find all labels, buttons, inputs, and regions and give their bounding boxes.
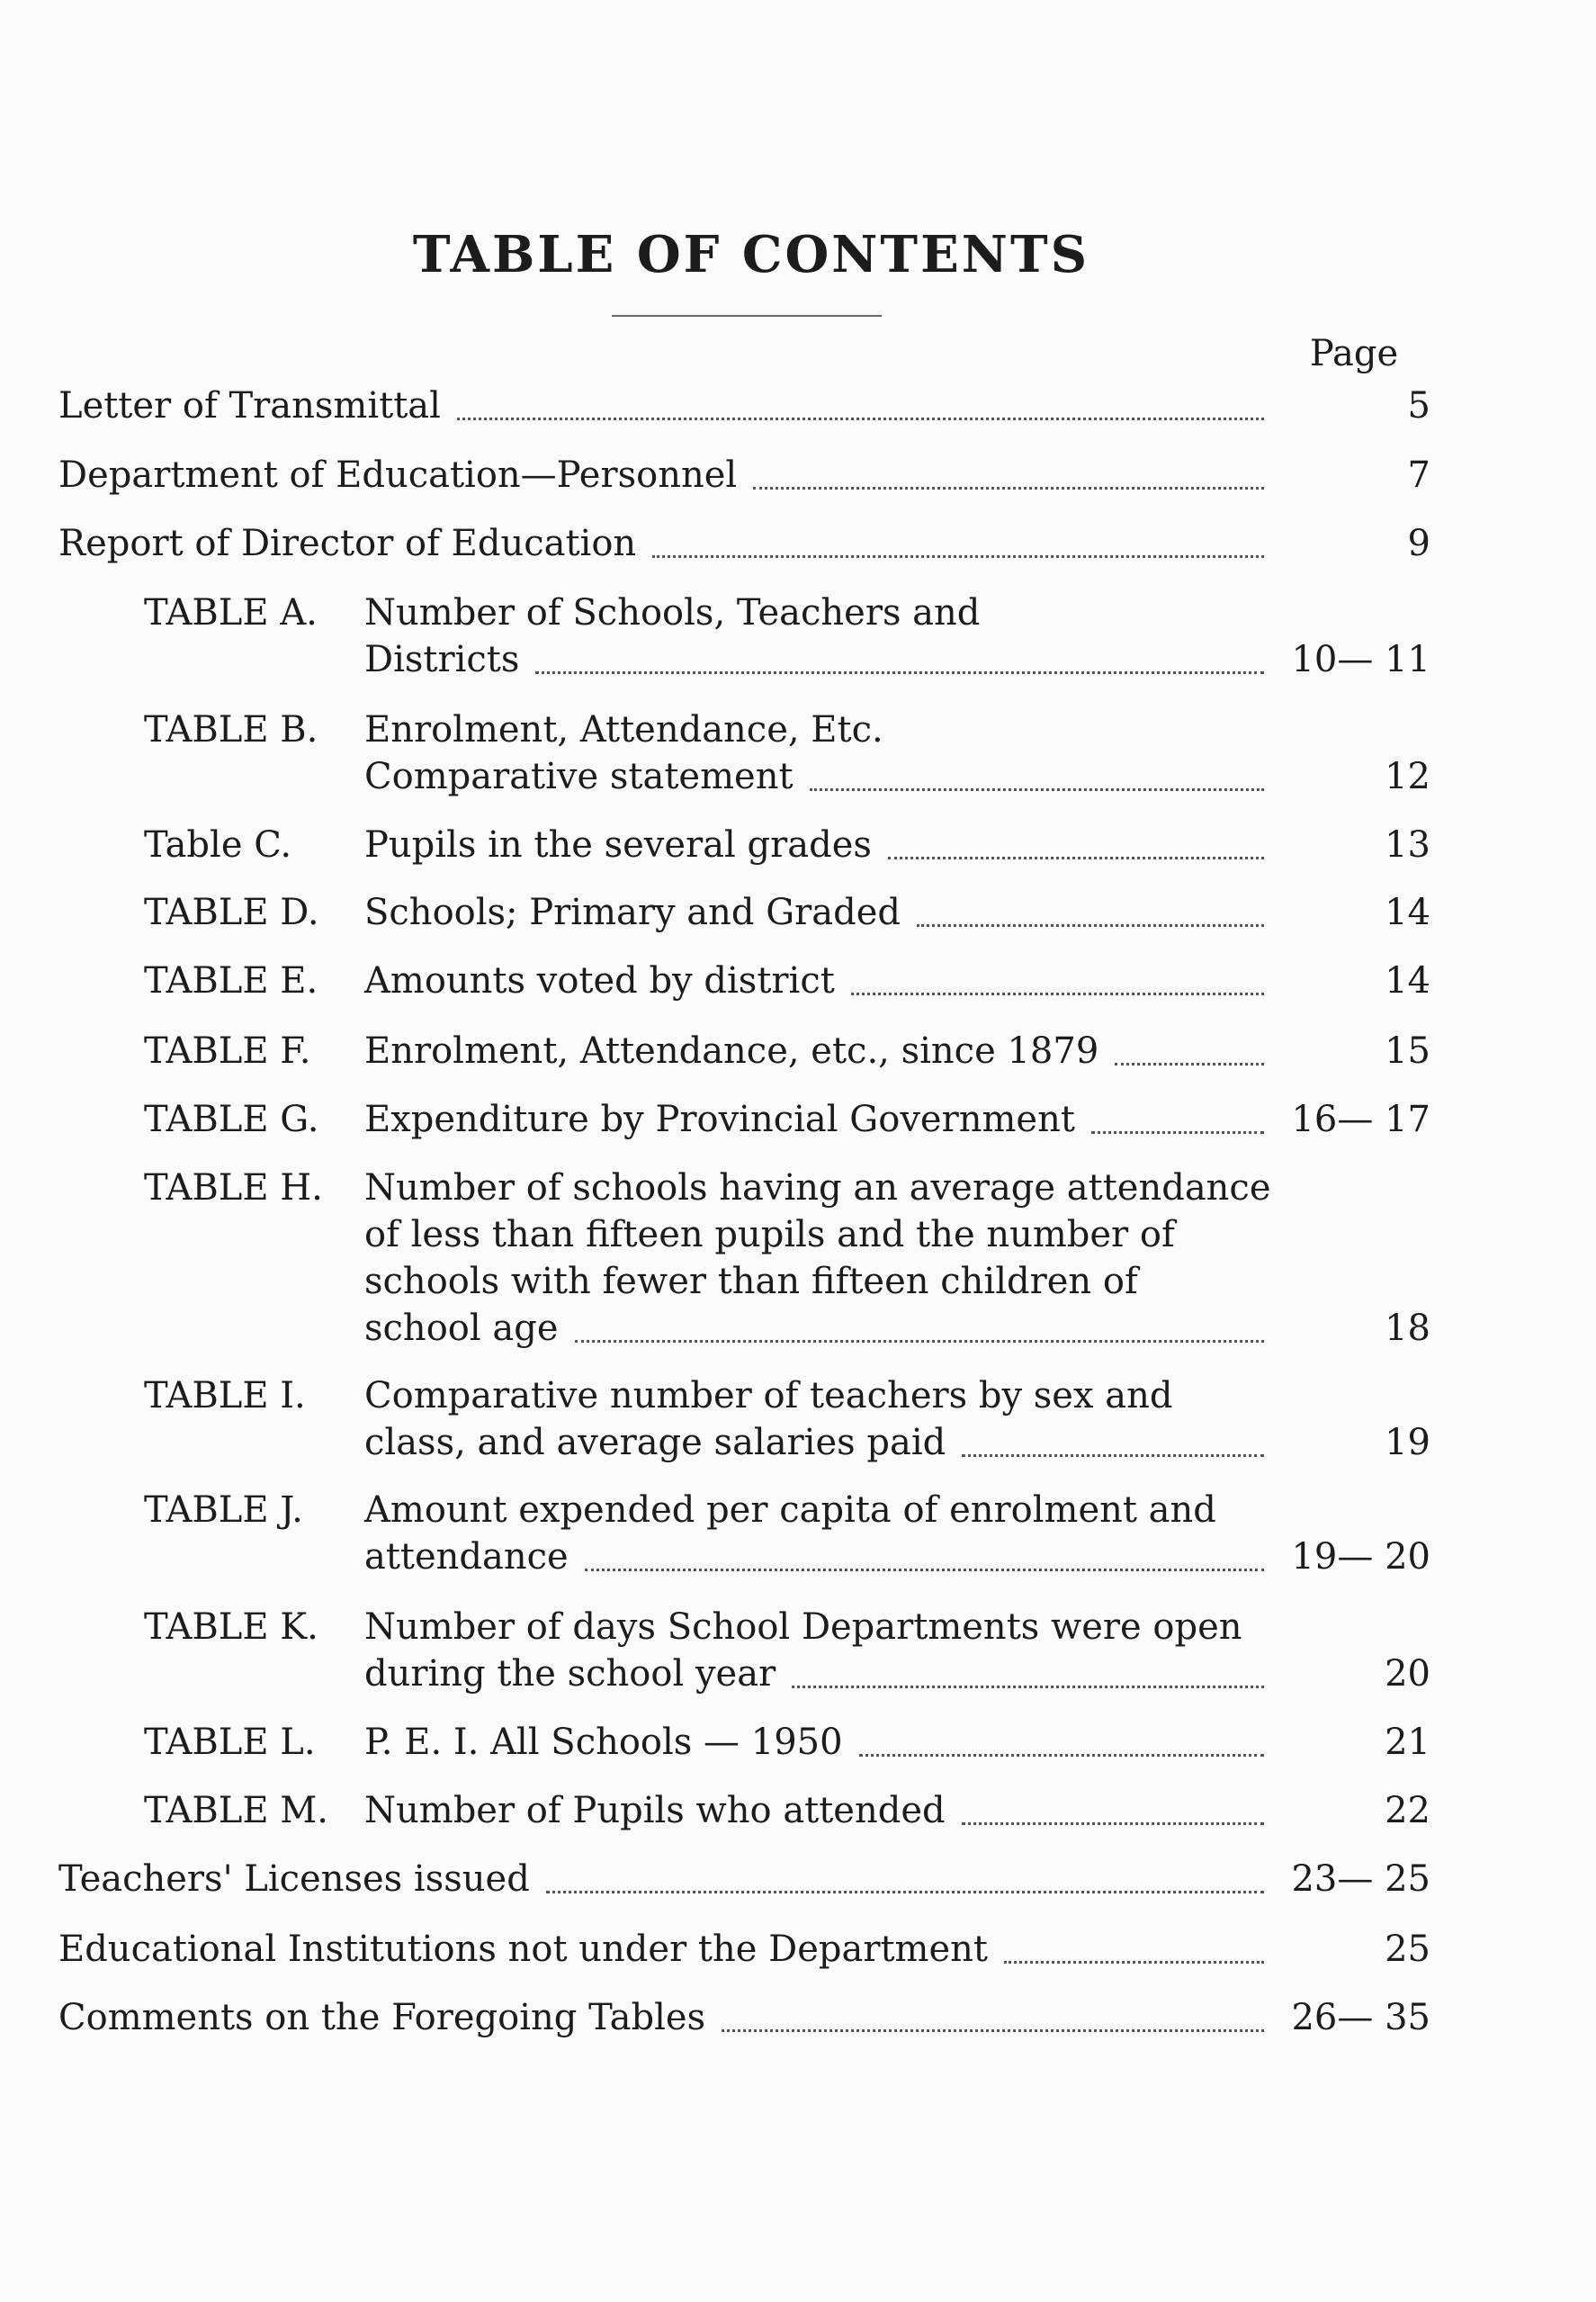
toc-entry [144,1719,1583,1766]
dot-leader [1115,1063,1264,1066]
toc-table-label: TABLE D. [144,892,319,933]
dot-leader [962,1822,1264,1825]
toc-entry-line [144,1487,1583,1533]
dot-leader [851,993,1264,995]
toc-page-number: 18 [1385,1308,1430,1349]
toc-entry [144,1487,1583,1580]
toc-table-label: TABLE H. [144,1167,323,1209]
toc-entry-text: Comparative statement [364,756,794,797]
toc-page-number: 25 [1385,1929,1430,1970]
toc-entry [144,1604,1583,1697]
dot-leader [753,487,1264,490]
toc-entry-line [144,1604,1583,1650]
dot-leader [810,788,1264,791]
toc-entry-line [144,1211,1583,1258]
toc-entry-text: Enrolment, Attendance, etc., since 1879 [364,1030,1099,1072]
toc-entry [144,706,1583,800]
toc-entry [144,1096,1583,1143]
toc-entry-text: Expenditure by Provincial Government [364,1099,1075,1140]
dot-leader [722,2029,1264,2032]
dot-leader [575,1340,1264,1343]
toc-entry-line [144,706,1583,753]
toc-entry-text: Number of Schools, Teachers and [364,592,981,634]
toc-entry [144,1028,1583,1075]
toc-page-number: 7 [1407,454,1430,496]
dot-leader [1091,1131,1264,1134]
toc-entry-line [144,1305,1583,1352]
toc-entry-text: Pupils in the several grades [364,824,872,866]
toc-entry-line [144,589,1583,636]
toc-entry-line [144,1533,1583,1580]
toc-page-number: 15 [1385,1030,1430,1072]
toc-entry-line [144,1096,1583,1143]
toc-entry [58,1994,1498,2041]
toc-entry-text: school age [364,1308,559,1349]
toc-page-number: 21 [1385,1722,1430,1763]
toc-entry [144,1372,1583,1466]
toc-entry-line [144,1419,1583,1466]
toc-entry [144,589,1583,683]
toc-entry-text: Amounts voted by district [364,960,835,1002]
toc-entry [58,382,1498,429]
toc-table-label: TABLE F. [144,1030,311,1072]
toc-table-label: TABLE M. [144,1790,328,1831]
toc-entry [144,958,1583,1004]
toc-page-number: 19— 20 [1291,1536,1430,1578]
toc-page-number: 16— 17 [1291,1099,1430,1140]
dot-leader [888,857,1264,859]
toc-entry-line [144,889,1583,936]
toc-page-number: 26— 35 [1291,1997,1430,2038]
toc-entry-line [58,452,1498,499]
toc-table-label: TABLE A. [144,592,318,634]
toc-entry-text: Comments on the Foregoing Tables [58,1997,706,2038]
dot-leader [1004,1961,1264,1964]
toc-entry [58,1926,1498,1973]
toc-entry-text: Districts [364,639,520,680]
toc-entry-text: schools with fewer than fifteen children of [364,1261,1138,1302]
toc-entry-line [144,1650,1583,1697]
toc-entry-text: Comparative number of teachers by sex and [364,1375,1173,1416]
dot-leader [457,418,1264,420]
toc-entry-text: of less than fifteen pupils and the number of [364,1214,1175,1255]
toc-entry-line [58,1994,1498,2041]
toc-entry-text: Number of Pupils who attended [364,1790,946,1831]
toc-entry-line [144,1787,1583,1834]
toc-entry-line [58,1926,1498,1973]
toc-page-number: 19 [1385,1422,1430,1463]
toc-page-number: 9 [1407,523,1430,564]
toc-entry [144,1787,1583,1834]
toc-entry-text: P. E. I. All Schools — 1950 [364,1722,843,1763]
toc-table-label: TABLE G. [144,1099,319,1140]
toc-entry [144,1164,1583,1352]
page-title: TABLE OF CONTENTS [412,225,1090,284]
toc-page-number: 22 [1385,1790,1430,1831]
toc-table-label: TABLE B. [144,709,318,751]
toc-entry-text: Number of days School Departments were open [364,1606,1242,1648]
toc-entry-line [58,1856,1498,1902]
toc-entry-line [144,753,1583,800]
toc-entry-text: Teachers' Licenses issued [58,1858,530,1900]
toc-page-number: 10— 11 [1291,639,1430,680]
toc-entry-text: Amount expended per capita of enrolment and [364,1489,1216,1531]
toc-page-number: 23— 25 [1291,1858,1430,1900]
dot-leader [792,1686,1264,1688]
dot-leader [585,1569,1264,1571]
toc-entry-text: Report of Director of Education [58,523,637,564]
dot-leader [962,1454,1264,1457]
toc-page-number: 14 [1385,892,1430,933]
toc-entry-text: Number of schools having an average attendance [364,1167,1271,1209]
toc-entry [144,822,1583,868]
toc-entry [58,1856,1498,1902]
toc-table-label: TABLE K. [144,1606,318,1648]
toc-table-label: TABLE L. [144,1722,316,1763]
toc-table-label: TABLE E. [144,960,318,1002]
toc-entry-text: Educational Institutions not under the Department [58,1929,988,1970]
toc-entry-text: Department of Education—Personnel [58,454,738,496]
toc-entry-text: class, and average salaries paid [364,1422,946,1463]
toc-table-label: Table C. [144,824,292,866]
dot-leader [652,555,1264,558]
toc-entry-line [144,1028,1583,1075]
toc-entry-line [58,520,1498,567]
toc-entry-line [144,1164,1583,1211]
toc-entry-text: attendance [364,1536,569,1578]
toc-table-label: TABLE I. [144,1375,306,1416]
toc-page-number: 20 [1385,1653,1430,1695]
toc-page-number: 14 [1385,960,1430,1002]
toc-entry [58,452,1498,499]
title-divider [612,315,882,317]
toc-entry-text: Schools; Primary and Graded [364,892,901,933]
dot-leader [546,1891,1264,1893]
toc-page-number: 5 [1407,385,1430,427]
toc-entry-text: Enrolment, Attendance, Etc. [364,709,883,751]
toc-table-label: TABLE J. [144,1489,303,1531]
page-column-header: Page [1309,333,1399,374]
toc-entry-line [144,822,1583,868]
toc-entry-line [58,382,1498,429]
dot-leader [917,924,1264,927]
toc-page-number: 13 [1385,824,1430,866]
toc-entry-line [144,1372,1583,1419]
toc-entry-line [144,636,1583,683]
toc-entry [144,889,1583,936]
toc-entry-text: during the school year [364,1653,776,1695]
dot-leader [535,671,1264,674]
dot-leader [859,1754,1264,1757]
toc-entry-text: Letter of Transmittal [58,385,441,427]
toc-entry-line [144,1258,1583,1305]
toc-entry-line [144,958,1583,1004]
toc-entry-line [144,1719,1583,1766]
toc-entry [58,520,1498,567]
toc-page-number: 12 [1385,756,1430,797]
